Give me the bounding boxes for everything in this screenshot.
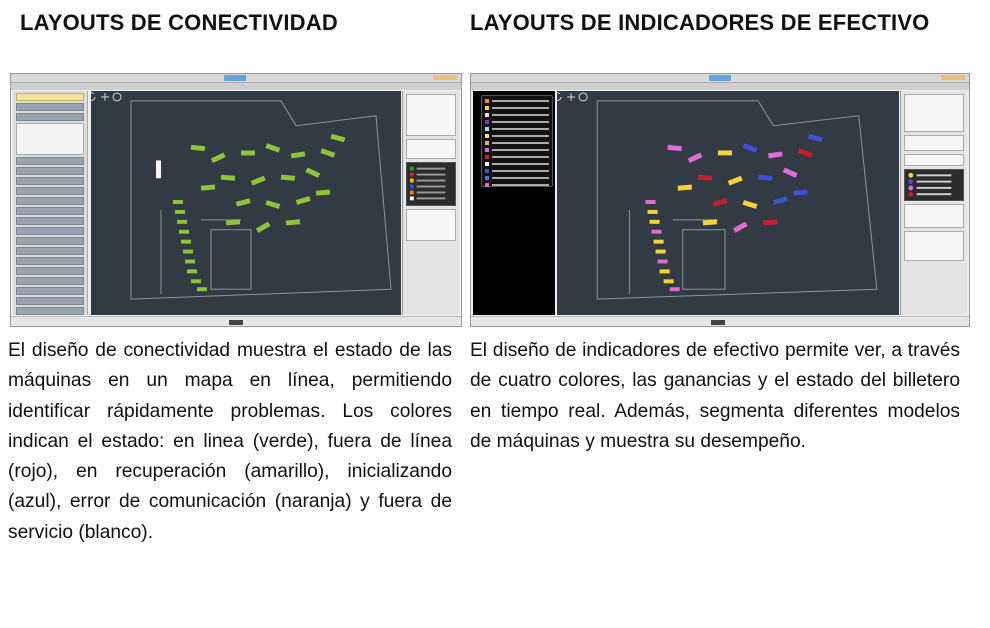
move-icon[interactable] bbox=[101, 93, 109, 101]
sidebar-group-item[interactable] bbox=[16, 197, 84, 205]
sidebar-group-item[interactable] bbox=[16, 207, 84, 215]
model-performance-table bbox=[904, 231, 964, 261]
status-bar bbox=[471, 316, 969, 326]
filter-options[interactable] bbox=[406, 94, 456, 136]
machine-marker bbox=[221, 175, 235, 181]
machine-marker bbox=[698, 175, 712, 181]
floor-plan-svg bbox=[557, 91, 899, 315]
machine-marker bbox=[648, 210, 658, 214]
sidebar-group-item[interactable] bbox=[16, 237, 84, 245]
sidebar-group-item[interactable] bbox=[16, 287, 84, 295]
options-panel bbox=[900, 91, 967, 315]
machine-marker bbox=[173, 200, 183, 204]
app-title-bar bbox=[471, 83, 969, 90]
pager-control[interactable] bbox=[229, 320, 243, 325]
machine-marker bbox=[281, 175, 295, 181]
model-legend-row bbox=[485, 175, 549, 180]
cash-indicators-screenshot bbox=[470, 73, 970, 327]
model-swatch bbox=[485, 155, 489, 159]
contrast-icon[interactable] bbox=[113, 93, 121, 101]
machine-marker bbox=[175, 210, 185, 214]
contrast-icon[interactable] bbox=[579, 93, 587, 101]
status-label-line bbox=[417, 174, 446, 176]
machine-marker bbox=[678, 185, 692, 191]
connectivity-screenshot bbox=[10, 73, 462, 327]
view-options[interactable] bbox=[904, 135, 964, 151]
machine-marker bbox=[713, 198, 728, 206]
machine-marker bbox=[652, 230, 662, 234]
machine-marker bbox=[688, 153, 703, 163]
sidebar-group-item[interactable] bbox=[16, 217, 84, 225]
machine-marker bbox=[667, 145, 681, 151]
status-swatch bbox=[410, 196, 414, 200]
sidebar-group-item[interactable] bbox=[16, 257, 84, 265]
cash-indicators-description: El diseño de indicadores de efectivo permite ver, a través de cuatro colores, las ganancias y el estado del billetero en tiempo real. Además, segmenta diferentes modelos de máquinas y muestra su desempeño. bbox=[470, 340, 960, 452]
status-legend bbox=[406, 162, 456, 206]
model-legend-row bbox=[485, 168, 549, 173]
indicator-legend bbox=[904, 169, 964, 201]
indicator-legend-swatches bbox=[905, 170, 963, 200]
model-swatch bbox=[485, 99, 489, 103]
model-label-line bbox=[492, 107, 549, 109]
model-swatch bbox=[485, 162, 489, 166]
sidebar-group-item[interactable] bbox=[16, 157, 84, 165]
status-label-line bbox=[417, 191, 446, 193]
sidebar-group-item[interactable] bbox=[16, 103, 84, 111]
model-legend-row bbox=[485, 112, 549, 117]
indicator-swatch bbox=[908, 173, 913, 178]
app-top-bar bbox=[471, 74, 969, 83]
status-label-line bbox=[417, 180, 446, 182]
machine-marker bbox=[758, 175, 772, 181]
machine-marker bbox=[265, 200, 280, 209]
model-legend-row bbox=[485, 133, 549, 138]
machine-marker bbox=[733, 222, 748, 233]
indicator-swatch bbox=[908, 192, 913, 197]
machine-marker bbox=[211, 153, 226, 163]
machine-marker bbox=[742, 143, 757, 152]
cash-indicators-heading: LAYOUTS DE INDICADORES DE EFECTIVO bbox=[470, 10, 930, 35]
model-label-line bbox=[492, 114, 549, 116]
model-legend-row bbox=[485, 154, 549, 159]
status-label-line bbox=[417, 168, 446, 170]
machine-marker bbox=[658, 259, 668, 263]
sidebar-group-detail bbox=[16, 123, 84, 155]
machine-marker bbox=[743, 200, 758, 209]
connectivity-heading: LAYOUTS DE CONECTIVIDAD bbox=[20, 10, 338, 35]
model-swatch bbox=[485, 183, 489, 187]
model-label-line bbox=[492, 184, 549, 186]
rotate-icon[interactable] bbox=[91, 93, 95, 101]
machine-marker bbox=[236, 198, 251, 206]
model-legend bbox=[481, 95, 553, 187]
model-label-line bbox=[492, 100, 549, 102]
machine-marker bbox=[773, 196, 788, 205]
machine-marker bbox=[793, 190, 807, 196]
machine-marker bbox=[656, 250, 666, 254]
machine-marker bbox=[670, 287, 680, 291]
machine-marker bbox=[291, 152, 306, 159]
app-title-bar bbox=[11, 83, 461, 90]
model-label-line bbox=[492, 142, 549, 144]
floor-outline bbox=[597, 101, 877, 299]
model-label-line bbox=[492, 135, 549, 137]
sidebar-group-item[interactable] bbox=[16, 267, 84, 275]
model-label-line bbox=[492, 149, 549, 151]
model-label-line bbox=[492, 163, 549, 165]
indicator-label-line bbox=[917, 193, 952, 195]
machine-marker bbox=[808, 134, 823, 142]
active-tab[interactable] bbox=[709, 75, 731, 81]
sidebar-group-item[interactable] bbox=[16, 297, 84, 305]
floor-plan-svg bbox=[91, 91, 401, 315]
status-swatch bbox=[410, 173, 414, 177]
sidebar-group-item[interactable] bbox=[16, 227, 84, 235]
indicator-label-line bbox=[917, 174, 952, 176]
machine-marker bbox=[783, 168, 798, 178]
machine-marker bbox=[201, 185, 215, 191]
machine-marker bbox=[156, 160, 161, 178]
model-legend-row bbox=[485, 98, 549, 103]
machine-marker bbox=[654, 240, 664, 244]
status-label-line bbox=[417, 186, 446, 188]
indicator-label-line bbox=[917, 187, 952, 189]
model-label-line bbox=[492, 156, 549, 158]
machine-marker bbox=[185, 259, 195, 263]
machine-marker bbox=[646, 200, 656, 204]
connectivity-description: El diseño de conectividad muestra el estado de las máquinas en un mapa en línea, permitiendo identificar rápidamente problemas. Los colores indican el estado: en linea (verde), fuera de línea (rojo), en recuperación (amarillo), inicializando (azul), error de comunicación (naranja) y fuera de servicio (blanco). bbox=[8, 340, 452, 543]
machine-marker bbox=[664, 279, 674, 283]
machine-marker bbox=[286, 219, 300, 225]
model-label-line bbox=[492, 177, 549, 179]
machine-marker bbox=[660, 269, 670, 273]
indicator-swatch bbox=[908, 179, 913, 184]
model-swatch bbox=[485, 141, 489, 145]
sidebar-group-item[interactable] bbox=[16, 307, 84, 315]
view-options[interactable] bbox=[406, 139, 456, 159]
machine-marker bbox=[320, 148, 335, 157]
machine-marker bbox=[241, 150, 255, 155]
status-swatch bbox=[410, 167, 414, 171]
model-swatch bbox=[485, 113, 489, 117]
sidebar-group-item[interactable] bbox=[16, 167, 84, 175]
status-label-line bbox=[417, 197, 446, 199]
status-bar bbox=[11, 316, 461, 326]
rotate-icon[interactable] bbox=[557, 93, 561, 101]
model-legend-row bbox=[485, 140, 549, 145]
sidebar-group-item[interactable] bbox=[16, 177, 84, 185]
sidebar-header[interactable] bbox=[16, 93, 84, 101]
machine-marker bbox=[305, 168, 320, 178]
machine-marker bbox=[296, 196, 311, 205]
machine-marker bbox=[179, 230, 189, 234]
machine-cluster bbox=[646, 134, 823, 291]
model-swatch bbox=[485, 134, 489, 138]
status-swatch bbox=[410, 185, 414, 189]
model-label-line bbox=[492, 128, 549, 130]
machine-marker bbox=[197, 287, 207, 291]
sidebar-group-item[interactable] bbox=[16, 113, 84, 121]
machine-marker bbox=[798, 148, 813, 157]
machine-marker bbox=[183, 250, 193, 254]
floor-map[interactable] bbox=[91, 91, 401, 315]
machine-marker bbox=[191, 279, 201, 283]
model-swatch bbox=[485, 169, 489, 173]
machine-marker bbox=[316, 190, 330, 196]
move-icon[interactable] bbox=[567, 93, 575, 101]
model-swatch bbox=[485, 148, 489, 152]
floor-outline bbox=[131, 101, 391, 299]
filter-options[interactable] bbox=[904, 94, 964, 132]
machine-group-sidebar bbox=[13, 91, 88, 315]
machine-marker bbox=[187, 269, 197, 273]
status-legend-swatches bbox=[407, 163, 455, 205]
machine-marker bbox=[330, 134, 345, 142]
machine-marker bbox=[728, 176, 743, 186]
sidebar-group-item[interactable] bbox=[16, 247, 84, 255]
sidebar-group-item[interactable] bbox=[16, 277, 84, 285]
status-swatch bbox=[410, 191, 414, 195]
model-swatch bbox=[485, 176, 489, 180]
machine-detail-table bbox=[406, 209, 456, 241]
model-legend-row bbox=[485, 147, 549, 152]
sidebar-group-item[interactable] bbox=[16, 187, 84, 195]
model-label-line bbox=[492, 170, 549, 172]
model-swatch bbox=[485, 106, 489, 110]
range-inputs[interactable] bbox=[904, 154, 964, 166]
status-swatch bbox=[410, 179, 414, 183]
options-panel bbox=[402, 91, 459, 315]
model-legend-row bbox=[485, 182, 549, 187]
indicator-label-line bbox=[917, 181, 952, 183]
room-outline bbox=[211, 230, 251, 289]
machine-marker bbox=[265, 143, 280, 152]
machine-marker bbox=[181, 240, 191, 244]
machine-marker bbox=[251, 176, 266, 186]
machine-marker bbox=[191, 145, 205, 151]
model-legend-row bbox=[485, 119, 549, 124]
model-legend-sidebar bbox=[473, 91, 555, 315]
header-badge bbox=[941, 75, 965, 80]
floor-map[interactable] bbox=[557, 91, 899, 315]
machine-marker bbox=[718, 150, 732, 155]
model-legend-row bbox=[485, 161, 549, 166]
model-label-line bbox=[492, 121, 549, 123]
pager-control[interactable] bbox=[711, 320, 725, 325]
machine-marker bbox=[177, 220, 187, 224]
performance-summary bbox=[904, 204, 964, 228]
machine-marker bbox=[650, 220, 660, 224]
machine-marker bbox=[256, 222, 271, 233]
model-swatch bbox=[485, 127, 489, 131]
machine-marker bbox=[768, 152, 783, 159]
room-outline bbox=[683, 230, 725, 289]
header-badge bbox=[433, 75, 457, 80]
machine-marker bbox=[763, 219, 777, 225]
model-legend-row bbox=[485, 126, 549, 131]
active-tab[interactable] bbox=[224, 75, 246, 81]
app-top-bar bbox=[11, 74, 461, 83]
model-legend-row bbox=[485, 105, 549, 110]
model-swatch bbox=[485, 120, 489, 124]
indicator-swatch bbox=[908, 185, 913, 190]
